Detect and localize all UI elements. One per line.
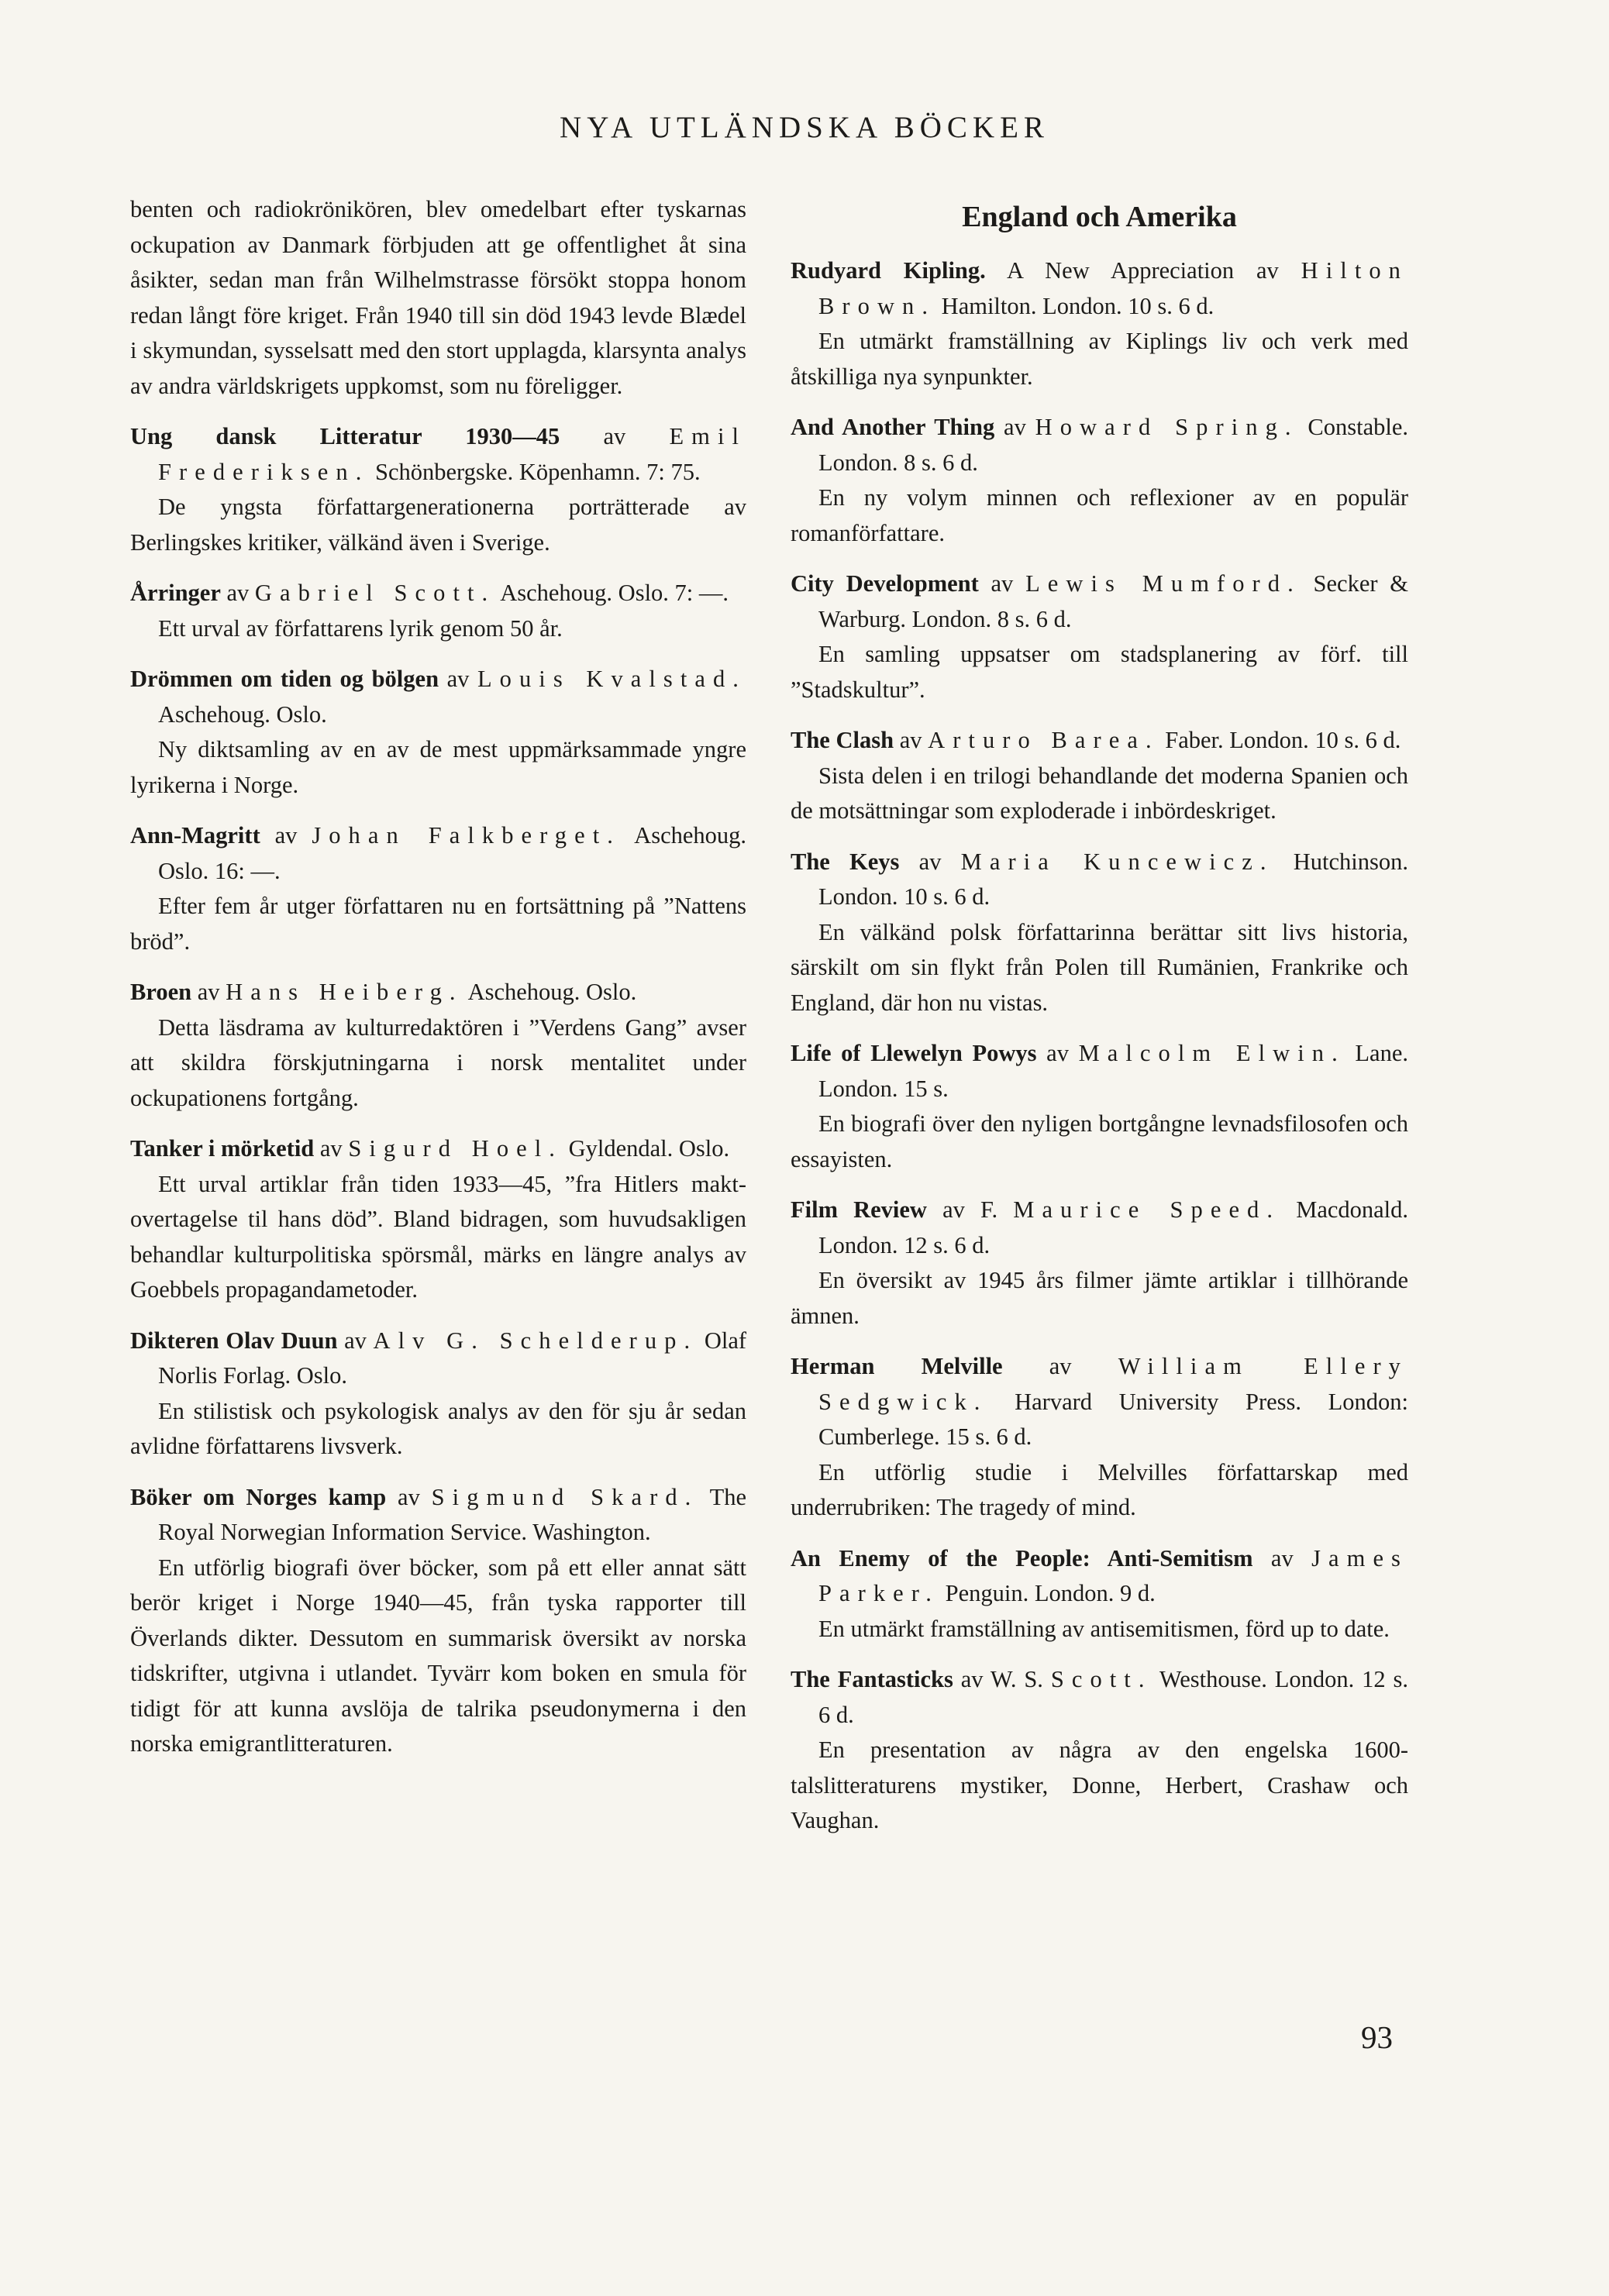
book-author: Sigurd Hoel. — [348, 1135, 563, 1162]
book-entry — [791, 845, 1408, 1021]
book-av: av — [344, 1327, 367, 1354]
book-author: Scott. — [1050, 1666, 1152, 1692]
book-description: Efter fem år utger författaren nu en fortsättning på ”Nattens bröd”. — [130, 893, 746, 955]
book-entry — [130, 662, 746, 803]
book-author: Hilton Brown. — [818, 257, 1408, 319]
book-title: Rudyard Kipling. — [791, 257, 986, 284]
book-av: av — [197, 979, 220, 1005]
book-author: Alv G. Schelderup. — [373, 1327, 698, 1354]
book-entry — [791, 1036, 1408, 1177]
book-title: Dikteren Olav Duun — [130, 1327, 338, 1354]
book-publisher: Macdonald. London. 12 s. 6 d. — [818, 1196, 1409, 1258]
book-description: En utmärkt framställning av antisemitismen, förd up to date. — [818, 1615, 1390, 1642]
book-author: Hans Heiberg. — [226, 979, 463, 1005]
book-title: Film Review — [791, 1196, 927, 1223]
book-entry — [130, 576, 746, 646]
book-title: Tanker i mörketid — [130, 1135, 315, 1162]
book-author: James Parker. — [818, 1544, 1408, 1606]
book-publisher: Hutchinson. London. 10 s. 6 d. — [818, 848, 1409, 910]
book-entry — [791, 1349, 1408, 1526]
book-title: Böker om Norges kamp — [130, 1483, 387, 1510]
book-description: En presentation av några av den engelska 1600-talslitteraturens mystiker, Donne, Herbert, Crashaw och Vaughan. — [791, 1737, 1408, 1833]
book-description: Ett urval av författarens lyrik genom 50 år. — [158, 614, 563, 642]
book-av: av — [319, 1135, 343, 1162]
book-author: Arturo Barea. — [928, 727, 1159, 753]
book-publisher: Aschehoug. Oslo. 7: —. — [500, 580, 729, 606]
book-entry — [791, 1541, 1408, 1647]
book-av: av — [1049, 1353, 1072, 1379]
book-description: En biografi över den nyligen bortgångne levnadsfilosofen och essayisten. — [791, 1110, 1408, 1172]
book-title: An Enemy of the People: Anti-Semitism — [791, 1544, 1253, 1571]
book-title: Herman Melville — [791, 1353, 1003, 1379]
book-title: City Development — [791, 570, 979, 597]
opening-paragraph: benten och radiokrönikören, blev omedelbart efter tyskarnas ockupation av Danmark förbjuden att ge offentlighet åt sina åsikter, sedan man från Wilhelmstrasse försökt stoppa honom redan långt före kriget. Från 1940 till sin död 1943 levde Blædel i skymundan, sysselsatt med den stort upplagda, klarsynta analys av andra världskrigets uppkomst, som nu föreligger. — [130, 196, 746, 399]
book-title: The Keys — [791, 848, 900, 875]
book-publisher: Constable. London. 8 s. 6 d. — [818, 414, 1409, 476]
book-entry — [130, 1480, 746, 1762]
book-publisher: Gyldendal. Oslo. — [568, 1135, 730, 1162]
book-publisher: Secker & Warburg. London. 8 s. 6 d. — [818, 570, 1408, 632]
book-author: Johan Falkberget. — [312, 822, 621, 849]
book-title: The Clash — [791, 727, 894, 753]
book-entry — [130, 1131, 746, 1308]
book-publisher: The Royal Norwegian Information Service. Washington. — [158, 1483, 747, 1545]
book-entry — [791, 1662, 1408, 1839]
book-description: En utförlig studie i Melvilles författarskap med underrubriken: The tragedy of mind. — [791, 1458, 1408, 1520]
book-title: The Fantasticks — [791, 1666, 953, 1692]
page-number: 93 — [1361, 2019, 1393, 2055]
book-author: Maurice Speed. — [1013, 1196, 1281, 1223]
book-publisher: Aschehoug. Oslo. — [158, 701, 327, 728]
book-entry — [130, 419, 746, 560]
book-description: Ett urval artiklar från tiden 1933—45, ”fra Hitlers makt-overtagelse til hans död”. Bland bidragen, som huvudsakligen behandlar kulturpolitiska spörsmål, märks en längre analys av Goebbels propagandametoder. — [130, 1170, 746, 1303]
book-description: En samling uppsatser om stadsplanering av förf. till ”Stadskultur”. — [791, 641, 1408, 703]
running-head: NYA UTLÄNDSKA BÖCKER — [560, 111, 1049, 144]
book-entry — [791, 253, 1408, 394]
book-publisher: Lane. London. 15 s. — [818, 1040, 1409, 1102]
book-av: av F. — [942, 1196, 998, 1223]
book-av: av — [446, 666, 470, 692]
book-title: Life of Llewelyn Powys — [791, 1040, 1037, 1066]
book-av: av — [899, 727, 922, 753]
right-column — [791, 192, 1408, 1854]
book-entry — [130, 818, 746, 959]
book-title: Årringer — [130, 580, 221, 606]
book-publisher: Aschehoug. Oslo. — [467, 979, 637, 1005]
book-av: av — [398, 1483, 420, 1510]
book-author: Howard Spring. — [1035, 414, 1299, 440]
book-entry — [791, 723, 1408, 829]
book-publisher: Olaf Norlis Forlag. Oslo. — [158, 1327, 747, 1389]
book-av: av — [226, 580, 250, 606]
book-av: A New Appreciation av — [1006, 257, 1279, 284]
book-author: Sigmund Skard. — [431, 1483, 699, 1510]
book-av: av — [991, 570, 1014, 597]
book-av: av — [1270, 1544, 1294, 1571]
book-title: Broen — [130, 979, 192, 1005]
book-entry — [791, 410, 1408, 551]
book-av: av — [1046, 1040, 1069, 1066]
book-entry — [130, 975, 746, 1116]
book-author: Maria Kuncewicz. — [960, 848, 1274, 875]
book-description: En översikt av 1945 års filmer jämte artiklar i tillhörande ämnen. — [791, 1267, 1408, 1329]
book-entry — [791, 566, 1408, 707]
book-author: William Ellery Sedgwick. — [818, 1353, 1408, 1415]
book-av: av — [603, 423, 626, 449]
book-title: Drömmen om tiden og bölgen — [130, 666, 439, 692]
book-author: Lewis Mumford. — [1025, 570, 1301, 597]
book-description: En stilistisk och psykologisk analys av den för sju år sedan avlidne författarens livsverk. — [130, 1397, 746, 1459]
book-author: Gabriel Scott. — [254, 580, 496, 606]
book-description: Ny diktsamling av en av de mest uppmärksammade yngre lyrikerna i Norge. — [130, 736, 746, 798]
book-description: Sista delen i en trilogi behandlande det moderna Spanien och de motsättningar som exploderade i inbördeskriget. — [791, 762, 1408, 824]
book-publisher: Schönbergske. Köpenhamn. 7: 75. — [375, 458, 701, 485]
book-av: av — [1004, 414, 1026, 440]
book-title: Ann-Magritt — [130, 822, 260, 849]
book-av: av — [918, 848, 942, 875]
book-title: Ung dansk Litteratur 1930—45 — [130, 423, 560, 449]
book-publisher: Westhouse. London. 12 s. 6 d. — [818, 1666, 1409, 1728]
section-heading: England och Amerika — [962, 201, 1237, 233]
book-publisher: Faber. London. 10 s. 6 d. — [1165, 727, 1401, 753]
book-entry — [130, 1324, 746, 1465]
book-description: En ny volym minnen och reflexioner av en populär romanförfattare. — [791, 484, 1408, 546]
book-title: And Another Thing — [791, 414, 995, 440]
book-author: Louis Kvalstad. — [477, 666, 746, 692]
book-av: av — [274, 822, 298, 849]
left-column — [130, 192, 746, 1778]
book-description: En välkänd polsk författarinna berättar sitt livs historia, särskilt om sin flykt från Polen till Rumänien, Frankrike och England, där hon nu vistas. — [791, 918, 1408, 1016]
book-description: Detta läsdrama av kulturredaktören i ”Verdens Gang” avser att skildra förskjutningarna i norsk mentalitet under ockupationens fortgång. — [130, 1014, 746, 1111]
book-publisher: Aschehoug. Oslo. 16: —. — [158, 822, 747, 884]
book-description: En utförlig biografi över böcker, som på ett eller annat sätt berör kriget i Norge 1940—45, från tyska rapporter till Överlands dikter. Dessutom en summarisk översikt av norska tidskrifter, utgivna i utlandet. Tyvärr kom boken en smula för tidigt för att kunna avslöja de talrika pseudonymerna i den norska emigrantlitteraturen. — [130, 1554, 746, 1757]
book-entry — [791, 1193, 1408, 1334]
book-publisher: Penguin. London. 9 d. — [945, 1580, 1156, 1606]
book-av: av W. S. — [960, 1666, 1043, 1692]
book-publisher: Harvard University Press. London: Cumberlege. 15 s. 6 d. — [818, 1388, 1408, 1450]
book-description: En utmärkt framställning av Kiplings liv och verk med åtskilliga nya synpunkter. — [791, 328, 1408, 390]
book-description: De yngsta författargenerationerna porträtterade av Berlingskes kritiker, välkänd även i Sverige. — [130, 494, 746, 556]
book-publisher: Hamilton. London. 10 s. 6 d. — [941, 292, 1215, 319]
book-author: Emil Frederiksen. — [158, 423, 747, 485]
book-author: Malcolm Elwin. — [1078, 1040, 1345, 1066]
